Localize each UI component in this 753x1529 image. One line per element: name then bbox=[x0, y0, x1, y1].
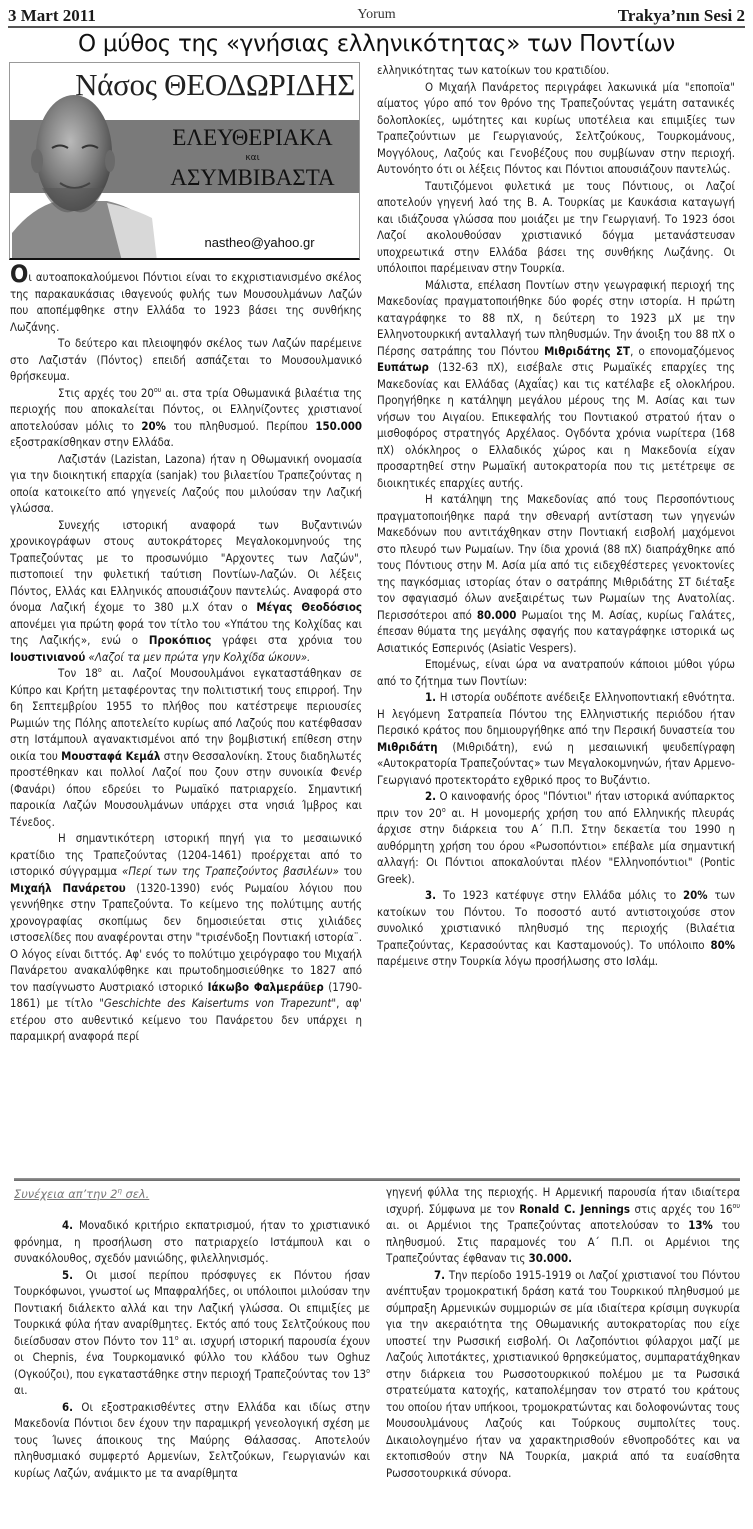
continuation-column-1 bbox=[14, 1217, 370, 1481]
italic-title: «Περί των της Τραπεζούντος βασιλέων» bbox=[122, 864, 339, 878]
superscript: ο bbox=[97, 666, 102, 674]
paragraph bbox=[377, 277, 735, 492]
text-run: των κατοίκων του Πόντου. Το ποσοστό αυτό αντιστοιχούσε στον συνολικό χριστιανικό πληθυσμό της περιοχής (Βιλαέτια Τραπεζούντας, Κερασούντας και Κασταμονούς). Το υπόλοιπο bbox=[377, 888, 735, 952]
paragraph bbox=[10, 260, 362, 335]
author-email[interactable]: nastheo@yahoo.gr bbox=[204, 235, 315, 250]
bold-text: Μιχαήλ Πανάρετου bbox=[10, 880, 126, 895]
italic-title: "Geschichte des Kaisertums von Trapezunt" bbox=[99, 996, 337, 1010]
text-run: Την περίοδο 1915-1919 οι Λαζοί χριστιανοί του Πόντου ανέπτυξαν τρομοκρατική δράση κατά του Τουρκικού πληθυσμού με σύμπραξη Αρμενικών συμμοριών σε μία ιδιαίτερα κρίσιμη συγκυρία για την ακεραιότητα της Οθωμανικής αυτοκρατορίας που είχε υποστεί την Ρωσσική εισβολή. Οι Λαζοπόντιοι φύλαρχοι μαζί με Λαζούς λιποτάκτες, χριστιανικού θρησκεύματος, συμπαρατάχθηκαν στην διάρκεια του Ρωσσοτουρκικού πολέμου με τα Ρωσσικά στρατεύματα κατοχής, καταπολέμησαν τον στρατό του κράτους του οποίου ήταν υπήκοοι, τρομοκρατώντας και δολοφονώντας τους Μουσουλμάνους Λαζούς και Τούρκους συμπολίτες τους. Δικαιολογημένο ήταν να χαρακτηρισθούν εθνοπροδότες και να εκτοπισθούν στην ΝΑ Τουρκία, μακριά από τα ευαίσθητα Ρωσσοτουρκικά σύνορα. bbox=[386, 1267, 740, 1480]
item-number: 3. bbox=[425, 888, 437, 902]
continuation-label bbox=[14, 1187, 149, 1201]
drop-cap: Ο bbox=[10, 260, 29, 288]
text-run: Συνεχής ιστορική αναφορά των Βυζαντινών χρονικογράφων στους αυτοκράτορες Μεγαλοκομνηνούς της Τραπεζούντας με το προσωνύμιο "Αρχοντες των Λαζών", πιστοποιεί την φυλετική ταύτιση Ποντίων-Λαζών. Οι λέξεις Πόντος, Ελλάς και Ελληνικός απουσιάζουν παντελώς. Αναφορά στο όνομα Λαζική έχομε το 380 μ.Χ όταν ο bbox=[10, 517, 362, 614]
newspaper-name-page: Trakya’nın Sesi 2 bbox=[617, 6, 745, 25]
paragraph: Ο Μιχαήλ Πανάρετος περιγράφει λακωνικά μία "εποποϊα" αίματος γύρο από τον θρόνο της Τραπεζούντας γεμάτη σατανικές δολοπλοκίες, ωμότητες και κυρίως υποτέλεια και επιμιξίες των Τραπεζούντιων με Γεωργιανούς, Σελτζούκους, Τουρκομάνους, Μογγόλους, Λαζούς και Γενοβέζους που συμβίωναν στην περιοχή. Αυτονόητο ότι οι λέξεις Πόντος και Πόντιοι απουσιάζουν παντελώς. bbox=[377, 79, 735, 176]
text-run: Μοναδικό κριτήριο εκπατρισμού, ήταν το χριστιανικό φρόνημα, η προσήλωση στο πατριαρχείο Ιστάμπουλ και ο συνακόλουθος, σχεδόν μανιώδης, φιλελληνισμός. bbox=[14, 1218, 370, 1265]
text-run: του bbox=[338, 864, 363, 878]
bold-text: 150.000 bbox=[315, 418, 362, 433]
myth-item-6 bbox=[14, 1399, 370, 1482]
paragraph: Ταυτιζόμενοι φυλετικά με τους Πόντιους, οι Λαζοί αποτελούν γηγενή λαό της Β. Α. Τουρκίας με Καυκάσια καταγωγή και ιδιάζουσα γλώσσα που μοιάζει με την Γεωργιανή. Το 1923 όσοι Λαζοί ακολουθούσαν χριστιανικό δόγμα μετανάστευσαν υποχρεωτικά στην Ελλάδα βάσει της συνθήκης Λωζάνης. Οι υπόλοιποι παρέμειναν στην Τουρκία. bbox=[377, 178, 735, 275]
text-run: , αφ' ετέρου στο αυθεντικό κείμενο του Πανάρετου δεν υπάρχει η παραμικρή αναφορά περί bbox=[10, 996, 362, 1043]
column-title-line2: ΑΣΥΜΒΙΒΑΣΤΑ bbox=[170, 165, 335, 190]
myth-item-2 bbox=[377, 788, 735, 887]
text-run: σελ. bbox=[121, 1187, 150, 1201]
article-column-1 bbox=[10, 260, 363, 1045]
bold-text: 30.000. bbox=[528, 1251, 573, 1265]
text-run: αι. οι Αρμένιοι της Τραπεζούντας αποτελούσαν το bbox=[386, 1218, 689, 1232]
superscript: ο bbox=[366, 1366, 370, 1375]
text-run: Η κατάληψη της Μακεδονίας από τους Περσοπόντιους πραγματοποιήθηκε παρά την σθεναρή αντίσταση των γηγενών Μακεδόνων που αντιτάχθηκαν στην Ποντιακή εισβολή μαχόμενοι στο πλευρό των Ρωμαίων. Την ίδια χρονιά (88 πΧ) διαπράχθηκε από τους Πόντιους στην Μ. Ασία μία από τις ειδεχθέστερες γενοκτονίες της παγκόσμιας ιστορίας όταν ο σατράπης Μιθριδάτης ΣΤ διέταξε τον σφαγιασμό όλων ανεξαιρέτως των Ρωμαίων της Ανατολίας. Περισσότεροι από bbox=[377, 492, 735, 622]
article-headline: Ο μύθος της «γνήσιας ελληνικότητας» των Ποντίων bbox=[78, 31, 675, 57]
item-number: 2. bbox=[425, 789, 437, 803]
text-run: Ο καινοφανής όρος "Πόντιοι" ήταν ιστορικά ανύπαρκτος πριν τον 20 bbox=[377, 789, 735, 820]
section-divider bbox=[14, 1178, 740, 1181]
text-run: (Μιθριδάτη), ενώ η μεσαιωνική ψευδεπίγραφη «Αυτοκρατορία Τραπεζούντας» των Μεγαλοκομνηνών, ήταν Αρμενο-Γεωργιανό προτεκτοράτο εχθρικό προς το Βυζάντιο. bbox=[377, 739, 735, 787]
text-run: Το 1923 κατέφυγε στην Ελλάδα μόλις το bbox=[436, 888, 684, 902]
paragraph: Το δεύτερο και πλειοψηφόν σκέλος των Λαζών παρέμεινε στο Λαζιστάν (Πόντος) επειδή ασπάζεται το Μουσουλμανικό θρήσκευμα. bbox=[10, 336, 362, 383]
paragraph bbox=[10, 517, 362, 666]
myth-item-3 bbox=[377, 887, 735, 970]
item-number: 5. bbox=[62, 1267, 74, 1282]
superscript: ο bbox=[441, 805, 446, 814]
text-run: (1320-1390) ενός Ρωμαίου λόγιου που γεννήθηκε στην Τραπεζούντα. Το κείμενο της πολύτιμης αυτής χρονογραφίας σκοπίμως δεν δημοσιεύεται στις χιλιάδες ιστοσελίδες που αναφέρονται στην "τρισένδοξη Ποντιακή ιστορία¨. Ο λόγος είναι διττός. Αφ' ενός το πολύτιμο χειρόγραφο του Μιχαήλ Πανάρετου ανακαλύφθηκε και πρωτοδημοσιεύθηκε το 1827 από τον πασίγνωστο Αυστριακό ιστορικό bbox=[10, 880, 362, 994]
paragraph bbox=[10, 385, 362, 451]
text-run: γράφει στα χρόνια του bbox=[211, 633, 362, 647]
text-run: Τον 18 bbox=[58, 666, 98, 680]
text-run: απονέμει για πρώτη φορά τον τίτλο του «Υπάτου της Κολχίδας και της Λαζικής», ενώ ο bbox=[10, 616, 362, 647]
bold-text: 13% bbox=[688, 1218, 713, 1232]
text-run: παρέμεινε στην Τουρκία λόγω προσήλωσης στο Ισλάμ. bbox=[377, 954, 658, 968]
text-run: αι. Η μονομερής χρήση του από Ελληνικής πλευράς άρχισε στην διάρκεια του Α΄ Π.Π. Στην δεκαετία του 1990 η αυθόρμητη χρήση του όρου «Ρωσοπόντιοι» επέβαλε μία σημαντική αλλαγή: Οι Πόντιοι αποκαλούνται πλέον "Ελληνοπόντιοι" (Pontic Greek). bbox=[377, 805, 735, 886]
item-number: 7. bbox=[434, 1267, 446, 1282]
item-number: 6. bbox=[62, 1399, 74, 1414]
column-title-line1: ΕΛΕΥΘΕΡΙΑΚΑ bbox=[172, 125, 333, 150]
bold-text: Ronald C. Jennings bbox=[519, 1201, 630, 1216]
issue-date: 3 Mart 2011 bbox=[8, 6, 96, 25]
author-name: Νάσος ΘΕΟΔΩΡΙΔΗΣ bbox=[75, 67, 355, 102]
paragraph bbox=[10, 665, 362, 830]
text-run: αι. Λαζοί Μουσουλμάνοι εγκαταστάθηκαν σε Κύπρο και Κρήτη μεταφέροντας την πολιτιστική τους επιρροή. Την 6η Σεπτεμβρίου 1955 το πλήθος που κατέστρεψε περιουσίες Ρωμιών της Πόλης αποτελείτο κυρίως από Λαζούς που κατέφθασαν στη Ιστάμπουλ αγανακτισμένοι από την βομβιστική επίθεση στην οικία του bbox=[10, 666, 362, 763]
superscript: ο bbox=[174, 1333, 179, 1342]
bold-text: Μιθριδάτη bbox=[377, 739, 438, 754]
text-run: στην Θεσσαλονίκη. Στους διαδηλωτές προστέθηκαν και πολλοί Λαζοί που ζουν στην συνοικία Φενέρ (Φανάρι) όπου εδρεύει το Ρωμαϊκό πατριαρχείο. Σημαντική παροικία Λαζών Μουσουλμάνων υπάρχει στα νησιά Ίμβρος και Τένεδος. bbox=[10, 748, 363, 829]
text-run: στις αρχές του 16 bbox=[630, 1201, 733, 1216]
superscript: η bbox=[117, 1187, 122, 1195]
myth-item-1 bbox=[377, 689, 735, 788]
text-run: αι. στα τρία Οθωμανικά βιλαέτια της περιοχής που αποκαλείται Πόντος, οι Ελληνίζοντες χριστιανοί αποτελούσαν μόλις το bbox=[10, 385, 362, 433]
text-run: Συνέχεια απ’την 2 bbox=[14, 1187, 118, 1201]
item-number: 4. bbox=[62, 1218, 74, 1232]
paragraph: ελληνικότητας των κατοίκων του κρατιδίου. bbox=[377, 63, 610, 77]
italic-quote: «Λαζοί τα μεν πρώτα γην Κολχίδα ώκουν». bbox=[85, 649, 311, 664]
section-name: Yorum bbox=[357, 7, 396, 22]
text-run: αι. bbox=[14, 1383, 28, 1397]
continuation-column-2 bbox=[386, 1184, 740, 1481]
text-run: (1790-1861) με τίτλο bbox=[10, 979, 363, 1010]
text-run: γηγενή φύλλα της περιοχής. Η Αρμενική παρουσία ήταν ιδιαίτερα ισχυρή. Σύμφωνα με τον bbox=[386, 1185, 740, 1216]
paragraph bbox=[377, 491, 735, 656]
bold-text: Ιάκωβο Φαλμεράϋερ bbox=[207, 979, 324, 994]
text-run: Στις αρχές του 20 bbox=[58, 385, 154, 400]
paragraph: Επομένως, είναι ώρα να ανατραπούν κάποιοι μύθοι γύρω από το ζήτημα των Ποντίων: bbox=[377, 657, 735, 688]
masthead bbox=[8, 4, 745, 28]
text-run: του πληθυσμού. Περίπου bbox=[165, 418, 316, 433]
item-number: 1. bbox=[425, 690, 437, 704]
column-title-conjunction: και bbox=[245, 153, 260, 163]
text-run: ι αυτοαποκαλούμενοι Πόντιοι είναι το εκχριστιανισμένο σκέλος της παρακαυκάσιας ιθαγενούς φυλής των Μουσουλμάνων Λαζών που αποπέμφθηκε στην Ελλάδα το 1923 βάσει της συνθήκης Λωζάνης. bbox=[10, 270, 362, 334]
bold-text: Μουσταφά Κεμάλ bbox=[61, 748, 161, 763]
author-portrait-icon bbox=[12, 83, 162, 260]
bold-text: 20% bbox=[683, 888, 708, 902]
bold-text: 20% bbox=[141, 418, 166, 433]
myth-item-7 bbox=[386, 1267, 740, 1482]
bold-text: Ευπάτωρ bbox=[377, 360, 429, 374]
text-run: του πληθυσμού. Στις παραμονές του Α΄ Π.Π. οι Αρμένιοι της Τραπεζούντας έφθαναν τις bbox=[386, 1218, 740, 1265]
myth-item-5 bbox=[14, 1267, 370, 1399]
paragraph bbox=[10, 830, 362, 1045]
paragraph bbox=[386, 1184, 740, 1267]
bold-text: 80.000 bbox=[476, 607, 517, 622]
superscript: ου bbox=[732, 1201, 740, 1210]
bold-text: Προκόπιος bbox=[148, 633, 212, 647]
text-run: Η ιστορία ουδέποτε ανέδειξε Ελληνοποντιακή εθνότητα. Η λεγόμενη Σατραπεία Πόντου της Ελληνιστικής περιόδου ήταν Περσικό κράτος που δημιουργήθηκε από την Περσική δυναστεία του bbox=[377, 690, 735, 737]
article-column-2 bbox=[377, 62, 735, 970]
text-run: εξοστρακίσθηκαν στην Ελλάδα. bbox=[10, 435, 174, 449]
myth-item-4 bbox=[14, 1217, 370, 1267]
author-banner bbox=[9, 62, 360, 260]
paragraph: Λαζιστάν (Lazistan, Lazona) ήταν η Οθωμανική ονομασία για την διοικητική επαρχία (sanjak) του βιλαετίου Τραπεζούντας η οποία κατοικείτο από γηγενείς Λαζούς που μιλούσαν την Λαζική γλώσσα. bbox=[10, 451, 362, 515]
text-run: Οι εξοστρακισθέντες στην Ελλάδα και ιδίως στην Μακεδονία Πόντιοι δεν έχουν την παραμικρή γενεολογική σχέση με τους Ίωνες άποικους της Μαύρης Θάλασσας. Αποτελούν πληθυσμιακό συμφερτό Αρμενίων, Σελτζούκων, Γεωργιανών και κυρίως Λαζών, ανάμικτο με τα αναρίθμητα bbox=[14, 1399, 370, 1480]
text-run: αι. ισχυρή ιστορική παρουσία έχουν οι Chepnis, ένα Τουρκομανικό φύλλο του κλάδου των Oghuz (Ογκούζοι), που εγκαταστάθηκε στην περιοχή Τραπεζούντας τον 13 bbox=[14, 1333, 370, 1381]
text-run: Η σημαντικότερη ιστορική πηγή για το μεσαιωνικό κρατίδιο της Τραπεζούντας (1204-1461) προέρχεται από το ιστορικό σύγγραμμα bbox=[10, 831, 362, 878]
text-run: , ο επονομαζόμενος bbox=[630, 343, 735, 358]
bold-text: 80% bbox=[710, 937, 735, 952]
text-run: Μάλιστα, επέλαση Ποντίων στην γεωγραφική περιοχή της Μακεδονίας πραγματοποιήθηκε δύο φορές στην ιστορία. Η πρώτη καταγράφηκε το 88 πΧ, η δεύτερη το 1923 μΧ με την Ελληνοτουρκική ανταλλαγή των πληθυσμών. Την άνοιξη του 88 πΧ ο Πέρσης σατράπης του Πόντου bbox=[377, 277, 735, 358]
text-run: Ρωμαίοι της Μ. Ασίας, κυρίως Γαλάτες, έπεσαν θύματα της μεγάλης σφαγής που καταγράφηκε ιστορικά ως Ασιατικός Εσπερινός (Asiatic Vespers). bbox=[377, 607, 735, 655]
superscript: ου bbox=[153, 385, 162, 394]
text-run: (132-63 πΧ), εισέβαλε στις Ρωμαϊκές επαρχίες της Μακεδονίας και Ελλάδας (Αχαΐας) και τις κατέλαβε εξ ολοκλήρου. Προηγήθηκε η κατάληψη μεγάλου μέρους της Μ. Ασίας και των νήσων του Αιγαίου. Επικεφαλής του Ποντιακού στρατού ήταν ο μισθοφόρος στρατηγός Αρχέλαος. Ογδόντα χρόνια νωρίτερα (168 πΧ) ολόκληρος ο Ελλαδικός χώρος και η Μακεδονία είχαν προσαρτηθεί στην Ρωμαϊκή αυτοκρατορία που τις μετέτρεψε σε διοικητικές επαρχίες αυτής. bbox=[377, 360, 735, 490]
bold-text: Μέγας Θεοδόσιος bbox=[256, 600, 362, 614]
text-run: Οι μισοί περίπου πρόσφυγες εκ Πόντου ήσαν Τουρκόφωνοι, γνωστοί ως Μπαφραλήδες, οι υπόλοιποι μιλούσαν την Ποντιακή διάλεκτο αλλά και την Λαζική γλώσσα. Οι επιμιξίες με Τουρκικά φύλα ήταν αναρίθμητες. Εκτός από τους Σελτζούκους που διείσδυσαν στον Πόντο τον 11 bbox=[14, 1267, 370, 1348]
bold-text: Ιουστινιανού bbox=[10, 649, 86, 664]
bold-text: Μιθριδάτης ΣΤ bbox=[544, 343, 631, 358]
